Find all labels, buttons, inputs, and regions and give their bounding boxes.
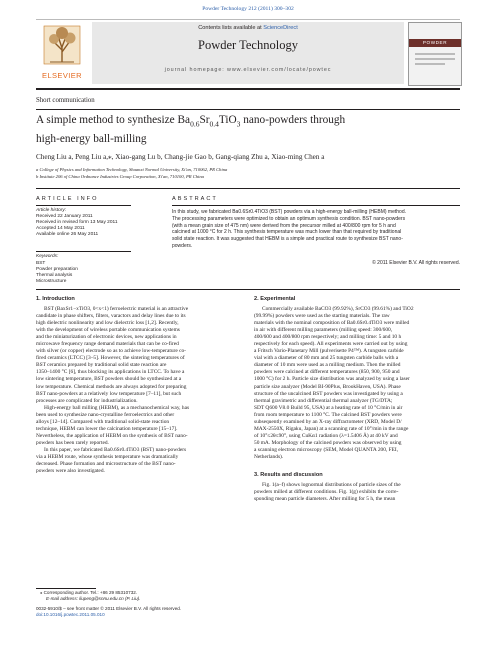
- text-line: vial with a diameter of 80 mm and 25 tungsten carbide balls with a: [254, 355, 399, 362]
- divider: [36, 205, 131, 206]
- title-part: A simple method to synthesize Ba: [36, 114, 191, 126]
- sciencedirect-link[interactable]: ScienceDirect: [263, 25, 298, 31]
- history-revised: Received in revised form 13 May 2011: [36, 220, 118, 225]
- divider: [36, 289, 460, 290]
- abstract-line: (with a mean grain size of 475 nm) were derived from the precursor milled at 400/800 rpm for 5 h and: [172, 222, 396, 229]
- text-line: high dielectric nonlinearity and low dielectric loss [1,2]. Recently,: [36, 320, 179, 327]
- text-line: candidate in phase shifters, filters, varactors and delay lines due to its: [36, 313, 186, 320]
- journal-name: Powder Technology: [198, 38, 298, 52]
- title-subscript: 0.4: [209, 119, 219, 129]
- title-line-2: high-energy ball-milling: [36, 132, 147, 145]
- text-line: been used to synthesize nano-crystalline ferroelectrics and other: [36, 411, 175, 418]
- keyword: BST: [36, 261, 46, 266]
- journal-title-box: [92, 22, 404, 84]
- article-type: Short communication: [36, 97, 95, 104]
- text-line: low sintering temperature, BST powders should be synthesized at a: [36, 376, 182, 383]
- text-line: Commercially available BaCO3 (99.92%), SrCO3 (99.61%) and TiO2: [262, 306, 414, 312]
- keywords-label: Keywords:: [36, 254, 59, 259]
- history-accepted: Accepted 14 May 2011: [36, 226, 85, 231]
- text-line: BST nano-powders at a relatively low temperature [7–11], but such: [36, 390, 182, 397]
- text-line: of 10°≤2θ≤90°, using CuKα1 radiation (λ=1.5406 Å) at 40 kV and: [254, 432, 398, 439]
- title-part: TiO: [218, 114, 237, 126]
- text-line: powders were also investigated.: [36, 468, 105, 475]
- text-line: a scanning electron microscopy (SEM, Model QUANTA 200, FEI,: [254, 446, 399, 453]
- section-heading-introduction: 1. Introduction: [36, 296, 75, 302]
- divider: [172, 205, 460, 206]
- text-line: In this paper, we fabricated Ba0.6Sr0.4TiO3 (BST) nano-powders: [44, 446, 187, 453]
- divider: [36, 251, 131, 252]
- text-line: from room temperature to 1100 °C. The calcined BST powders were: [254, 411, 402, 418]
- text-line: respectively for each speed). All experiments were carried out by using: [254, 341, 408, 348]
- introduction-body: [36, 306, 242, 475]
- abstract-line: solid state reaction. It was suggested that HEBM is a simple and practical route to synthesize BST nano-: [172, 236, 403, 243]
- section-heading-experimental: 2. Experimental: [254, 296, 296, 302]
- text-line: thermal gravimetric and differential thermal analyzer (TG/DTA;: [254, 397, 393, 404]
- text-line: microwave frequency range demand materials that can be co-fired: [36, 341, 179, 348]
- title-part: nano-powders through: [240, 114, 346, 126]
- history-received: Received 22 January 2011: [36, 214, 93, 219]
- text-line: Nevertheless, the application of HEBM on the synthesis of BST nano-: [36, 432, 188, 439]
- divider: [36, 109, 460, 110]
- text-line: Netherlands).: [254, 453, 284, 460]
- text-line: alloys [12–14]. Compared with traditional solid-state reaction: [36, 418, 170, 425]
- keyword: Microstructure: [36, 279, 67, 284]
- abstract-line: In this study, we fabricated Ba0.6Sr0.4TiO3 (BST) powders via a high-energy ball-milling (HEBM) method.: [172, 209, 406, 215]
- affiliation-a: a College of Physics and Information Technology, Shaanxi Normal University, Xi'an, 710062, PR China: [36, 167, 228, 172]
- text-line: with silver (or copper) electrode so as to achieve low-temperature co-: [36, 348, 186, 355]
- text-line: 1000 °C) for 2 h. Particle size distribution was analyzed by using a laser: [254, 376, 410, 383]
- abstract-line: powders.: [172, 242, 193, 249]
- article-title: [36, 113, 460, 146]
- contents-line: [92, 25, 404, 31]
- history-label: Article history:: [36, 208, 67, 213]
- text-line: structure of the uncalcined BST powders was investigated by using a: [254, 390, 403, 397]
- text-line: low temperature. Chemical methods are always adopted for preparing: [36, 383, 187, 390]
- doi-link[interactable]: doi:10.1016/j.powtec.2011.05.010: [36, 612, 105, 617]
- publisher-name: ELSEVIER: [42, 71, 82, 80]
- contents-prefix: Contents lists available at: [198, 25, 264, 31]
- text-line: SDT Q600 V8.0 Build 95, USA) at a heating rate of 10 °C/min in air: [254, 404, 403, 411]
- title-subscript: 0.6: [190, 119, 200, 129]
- text-line: 1350–1400 °C [6], thus blocking its applications in LTCC. To have a: [36, 369, 185, 376]
- results-body: [254, 482, 460, 503]
- experimental-body: [254, 306, 460, 461]
- abstract-heading: ABSTRACT: [172, 196, 218, 202]
- text-line: in air with different milling parameters (milling speed: 300/600,: [254, 327, 393, 334]
- text-line: MAX-2550X, Rigaku, Japan) at a scanning rate of 10°/min in the range: [254, 425, 409, 432]
- text-line: powders milled at different conditions. Fig. 1(g) exhibits the corre-: [254, 489, 399, 496]
- text-line: via a HEBM route, whose synthesis temperature was dramatically: [36, 453, 179, 460]
- text-line: BST ceramics prepared by traditional solid state reaction are: [36, 362, 167, 369]
- text-line: powders were calcined at different temperatures (850, 900, 950 and: [254, 369, 400, 376]
- issn-line: 0032-5910/$ – see front matter © 2011 Elsevier B.V. All rights reserved.: [36, 606, 182, 611]
- text-line: 50 mA. Morphology of the calcined powders was observed by using: [254, 439, 402, 446]
- text-line: fired ceramics (LTCC) [3–5]. However, the sintering temperatures of: [36, 355, 185, 362]
- text-line: diameter of 10 mm were used as a milling medium. Then the milled: [254, 362, 401, 369]
- keyword: Powder preparation: [36, 267, 78, 272]
- journal-homepage[interactable]: journal homepage: www.elsevier.com/locate/powtec: [164, 67, 332, 73]
- article-info-heading: ARTICLE INFO: [36, 196, 99, 202]
- text-line: technique, HEBM can lower the calcination temperature [15–17].: [36, 425, 178, 432]
- footnote-rule: [36, 588, 96, 589]
- abstract-copyright: © 2011 Elsevier B.V. All rights reserved.: [372, 260, 460, 266]
- author-list[interactable]: Cheng Liu a, Peng Liu a,⁎, Xiao-gang Lu b, Chang-jie Gao b, Gang-qiang Zhu a, Xiao-ming Chen a: [36, 153, 325, 161]
- corresponding-author-note: ⁎ Corresponding author. Tel.: +86 29 85310732.: [40, 590, 138, 595]
- text-line: processes are complicated for industrialization.: [36, 397, 138, 404]
- section-heading-results: 3. Results and discussion: [254, 472, 323, 478]
- text-line: BST (BaxSr1−xTiO3, 0<x<1) ferroelectric material is an attractive: [44, 306, 189, 312]
- journal-cover-thumbnail: [408, 22, 462, 86]
- affiliation-b: b Institute 206 of China Ordnance Industries Group Corporation, Xi'an, 710100, PR China: [36, 174, 204, 179]
- title-part: Sr: [199, 114, 210, 126]
- abstract-line: calcined at 1000 °C for 2 h. This synthesis temperature was much lower than that required by traditional: [172, 229, 402, 236]
- abstract-body: [172, 209, 460, 250]
- text-line: (99.99%) powders were used as the starting materials. The raw: [254, 313, 390, 320]
- text-line: High-energy ball milling (HEBM), as a mechanochemical way, has: [44, 404, 190, 411]
- journal-reference[interactable]: Powder Technology 212 (2011) 300–302: [202, 6, 294, 12]
- text-line: Fig. 1(a–f) shows lognormal distributions of particle sizes of the: [262, 482, 401, 488]
- text-line: with the development of wireless portable communication systems: [36, 327, 180, 334]
- text-line: sponding mean particle diameters. After milling for 5 h, the mean: [254, 496, 396, 503]
- text-line: materials with the nominal composition of Ba0.6Sr0.4TiO3 were milled: [254, 320, 410, 327]
- abstract-line: The processing parameters were optimized to obtain an optimum synthesis condition. BST nano-powders: [172, 215, 406, 222]
- text-line: and the miniaturization of electronic devices, new applications in: [36, 334, 177, 341]
- history-online: Available online 26 May 2011: [36, 232, 99, 237]
- text-line: particle size analyzer (Model BI-90Plus, BrookHaven, USA). Phase: [254, 383, 401, 390]
- title-subscript: 3: [236, 119, 241, 129]
- text-line: decreased. Phase formation and microstructure of the BST nano-: [36, 461, 176, 468]
- keyword: Thermal analysis: [36, 273, 73, 278]
- divider: [36, 188, 460, 189]
- text-line: powders has been rarely reported.: [36, 439, 109, 446]
- text-line: subsequently examined by an X-ray diffractometer (XRD, Model D/: [254, 418, 402, 425]
- text-line: 400/600 and 400/800 rpm respectively; and milling time: 5 and 10 h: [254, 334, 402, 341]
- author-email[interactable]: E-mail address: liupeng@snnu.edu.cn (P. Liu).: [46, 596, 141, 601]
- text-line: a Fritsch Vario-Planetary Mill (pulverisette P4™). A tungsten carbide: [254, 348, 404, 355]
- cover-title: POWDER: [422, 40, 448, 45]
